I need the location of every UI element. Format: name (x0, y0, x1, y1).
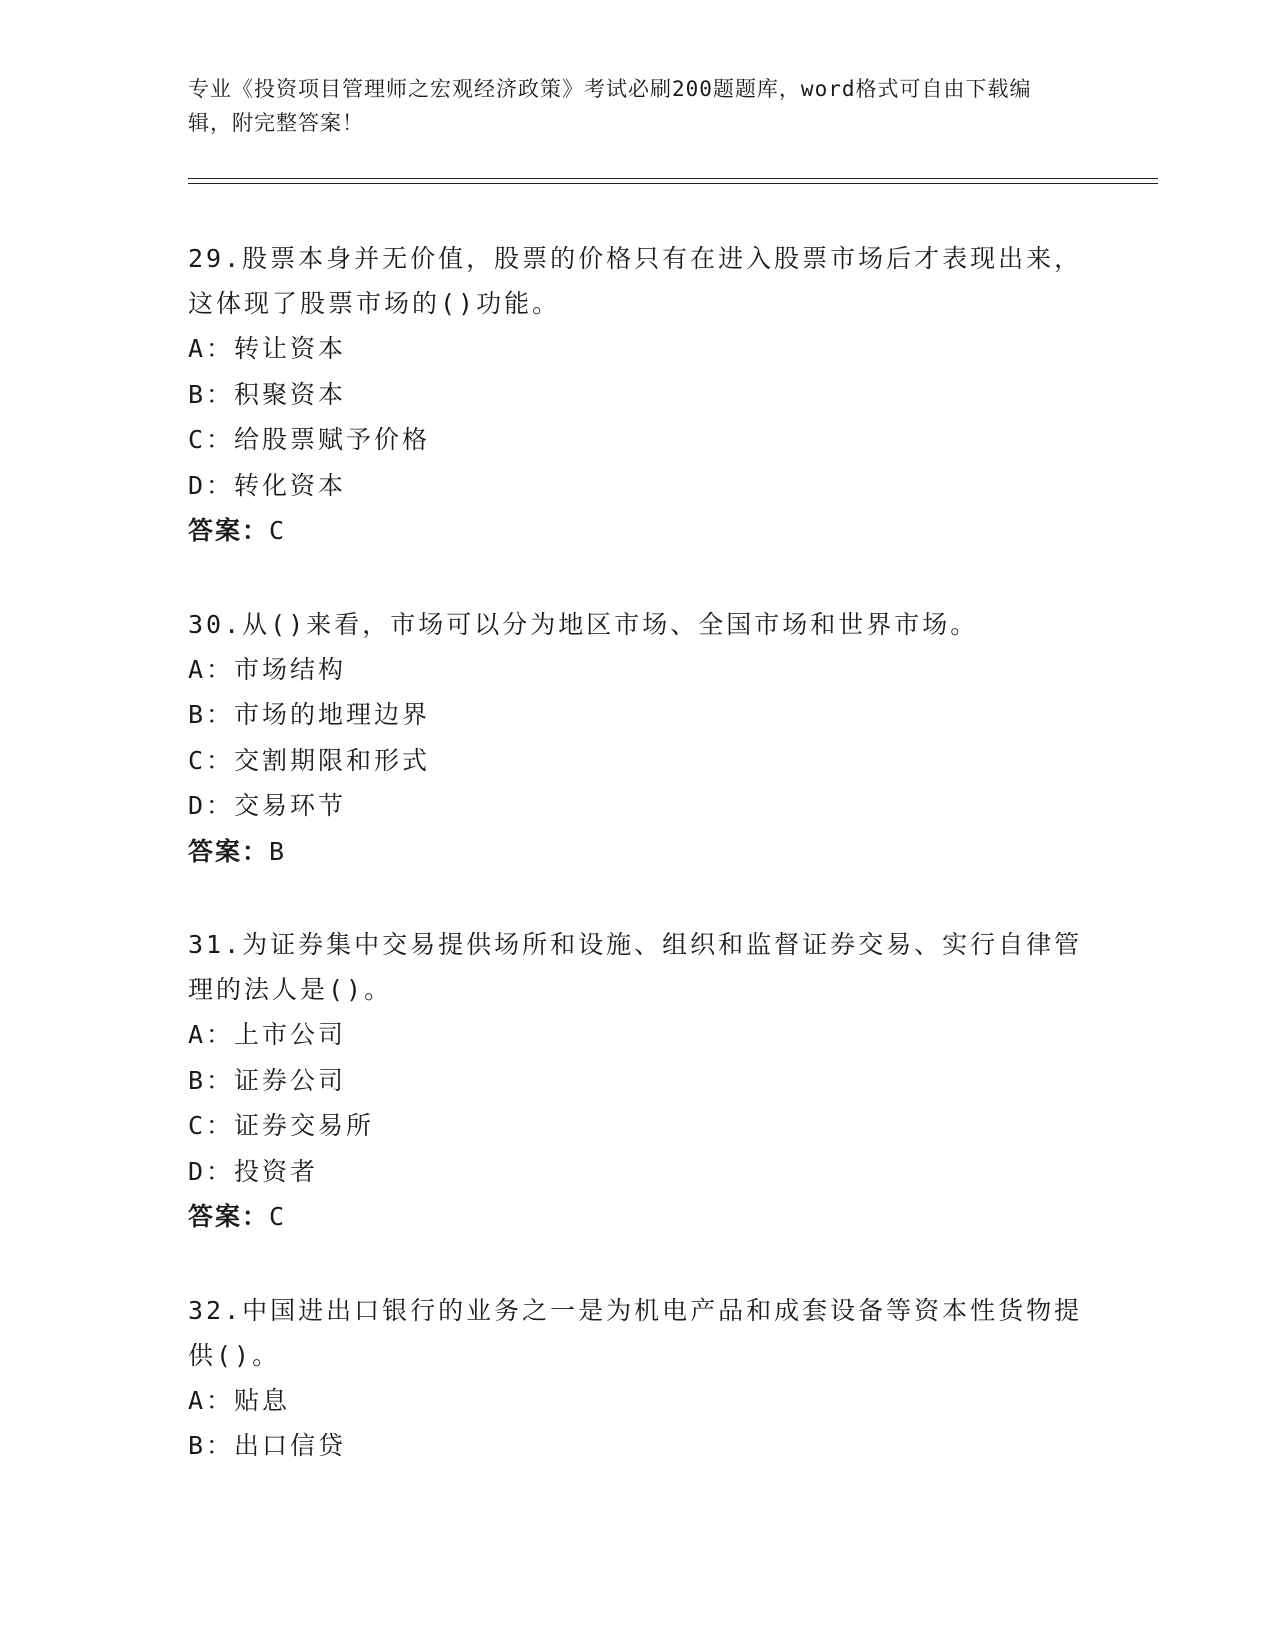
option-a: A：转让资本 (188, 334, 347, 363)
divider-line-top (188, 178, 1158, 179)
option-d: D：交易环节 (188, 791, 347, 820)
answer-line (188, 1194, 1088, 1240)
answer-label: 答案： (188, 516, 270, 545)
divider-line-bottom (188, 183, 1158, 184)
option-b: B：证券公司 (188, 1065, 347, 1095)
question-text: 29.股票本身并无价值，股票的价格只有在进入股票市场后才表现出来，这体现了股票市场的()功能。 (188, 244, 1083, 318)
option-a: A：上市公司 (188, 1020, 347, 1049)
option-d: D：投资者 (188, 1156, 319, 1186)
question-text: 30.从()来看，市场可以分为地区市场、全国市场和世界市场。 (188, 609, 979, 639)
option-b: B：出口信贷 (188, 1431, 347, 1460)
option-d: D：转化资本 (188, 470, 347, 500)
question-30 (188, 602, 1088, 875)
answer-line (188, 508, 1088, 554)
document-intro: 专业《投资项目管理师之宏观经济政策》考试必刷200题题库，word格式可自由下载编辑，附完整答案！ (188, 77, 1032, 135)
option-a: A：市场结构 (188, 654, 347, 684)
question-32 (188, 1288, 1088, 1469)
option-c: C：交割期限和形式 (188, 745, 431, 775)
option-c: C：证券交易所 (188, 1111, 375, 1140)
answer-line (188, 829, 1088, 875)
option-c: C：给股票赋予价格 (188, 425, 431, 454)
question-list (188, 236, 1088, 1517)
question-text: 32.中国进出口银行的业务之一是为机电产品和成套设备等资本性货物提供()。 (188, 1295, 1083, 1370)
answer-label: 答案： (188, 836, 270, 866)
question-31 (188, 922, 1088, 1240)
answer-label: 答案： (188, 1202, 270, 1231)
option-a: A：贴息 (188, 1385, 291, 1415)
answer-value: C (269, 516, 287, 545)
option-b: B：市场的地理边界 (188, 700, 431, 729)
answer-value: C (269, 1202, 287, 1231)
answer-value: B (269, 836, 287, 866)
question-text: 31.为证券集中交易提供场所和设施、组织和监督证券交易、实行自律管理的法人是()。 (188, 930, 1083, 1004)
option-b: B：积聚资本 (188, 379, 347, 409)
question-29 (188, 236, 1088, 554)
